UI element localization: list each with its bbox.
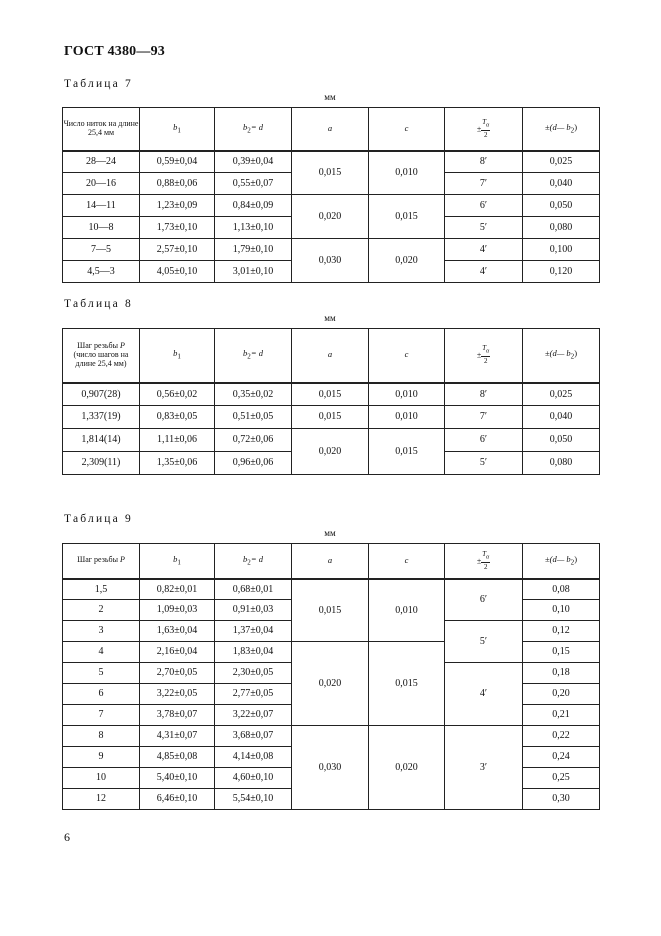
table-9-unit: мм bbox=[324, 528, 336, 538]
t9-h-tolerance: ± $\frac{T_\alpha}{2}$ bbox=[445, 544, 523, 579]
cell: 4,5—3 bbox=[63, 261, 140, 283]
t7-h-deviation: ±(d— $b_2$) bbox=[523, 108, 600, 151]
cell: 1,11±0,06 bbox=[140, 429, 215, 452]
t8-h-tolerance: ± $\frac{T_\alpha}{2}$ bbox=[445, 329, 523, 383]
cell: 1,35±0,06 bbox=[140, 452, 215, 475]
cell: 0,020 bbox=[292, 195, 369, 239]
t8-h-deviation: ±(d— $b_2$) bbox=[523, 329, 600, 383]
cell: 6,46±0,10 bbox=[140, 789, 215, 810]
t7-h-c: c bbox=[369, 108, 445, 151]
cell: 0,010 bbox=[369, 579, 445, 642]
cell: 6′ bbox=[445, 579, 523, 621]
cell: 0,020 bbox=[369, 726, 445, 810]
cell: 4,85±0,08 bbox=[140, 747, 215, 768]
cell: 0,68±0,01 bbox=[215, 579, 292, 600]
cell: 0,015 bbox=[292, 151, 369, 195]
cell: 3,22±0,07 bbox=[215, 705, 292, 726]
t9-h-b1: $b_1$ bbox=[140, 544, 215, 579]
table-row bbox=[63, 151, 600, 173]
cell: 1,79±0,10 bbox=[215, 239, 292, 261]
cell: 0,020 bbox=[292, 429, 369, 475]
cell: 12 bbox=[63, 789, 140, 810]
cell: 10—8 bbox=[63, 217, 140, 239]
cell: 0,080 bbox=[523, 217, 600, 239]
cell: 4,31±0,07 bbox=[140, 726, 215, 747]
cell: 6′ bbox=[445, 429, 523, 452]
cell: 7 bbox=[63, 705, 140, 726]
cell: 2,309(11) bbox=[63, 452, 140, 475]
cell: 9 bbox=[63, 747, 140, 768]
t9-h-c: c bbox=[369, 544, 445, 579]
table-row bbox=[63, 195, 600, 217]
cell: 3 bbox=[63, 621, 140, 642]
cell: 5 bbox=[63, 663, 140, 684]
table-row bbox=[63, 406, 600, 429]
document-header: ГОСТ 4380—93 bbox=[64, 44, 165, 59]
cell: 2,70±0,05 bbox=[140, 663, 215, 684]
cell: 0,015 bbox=[369, 195, 445, 239]
cell: 0,83±0,05 bbox=[140, 406, 215, 429]
table-row bbox=[63, 726, 600, 747]
cell: 0,030 bbox=[292, 239, 369, 283]
cell: 10 bbox=[63, 768, 140, 789]
cell: 6 bbox=[63, 684, 140, 705]
cell: 5,40±0,10 bbox=[140, 768, 215, 789]
cell: 14—11 bbox=[63, 195, 140, 217]
cell: 0,120 bbox=[523, 261, 600, 283]
cell: 0,015 bbox=[292, 383, 369, 406]
table-row bbox=[63, 239, 600, 261]
cell: 3′ bbox=[445, 726, 523, 810]
cell: 4′ bbox=[445, 663, 523, 726]
cell: 0,08 bbox=[523, 579, 600, 600]
cell: 0,025 bbox=[523, 151, 600, 173]
cell: 0,21 bbox=[523, 705, 600, 726]
cell: 0,025 bbox=[523, 383, 600, 406]
cell: 1,23±0,09 bbox=[140, 195, 215, 217]
t9-h-a: a bbox=[292, 544, 369, 579]
cell: 0,100 bbox=[523, 239, 600, 261]
table-row bbox=[63, 579, 600, 600]
t7-h-b2: $b_2= d$ bbox=[215, 108, 292, 151]
cell: 0,010 bbox=[369, 383, 445, 406]
cell: 0,22 bbox=[523, 726, 600, 747]
cell: 1,13±0,10 bbox=[215, 217, 292, 239]
cell: 0,080 bbox=[523, 452, 600, 475]
cell: 2,30±0,05 bbox=[215, 663, 292, 684]
t8-h-pitch: Шаг резьбы P (число шагов на длине 25,4 мм) bbox=[63, 329, 140, 383]
cell: 8′ bbox=[445, 383, 523, 406]
cell: 0,020 bbox=[292, 642, 369, 726]
table-9 bbox=[62, 543, 600, 810]
cell: 0,30 bbox=[523, 789, 600, 810]
cell: 7′ bbox=[445, 173, 523, 195]
cell: 2,77±0,05 bbox=[215, 684, 292, 705]
cell: 0,010 bbox=[369, 406, 445, 429]
cell: 0,020 bbox=[369, 239, 445, 283]
table-7-header-row bbox=[63, 108, 600, 151]
cell: 4′ bbox=[445, 239, 523, 261]
cell: 1,83±0,04 bbox=[215, 642, 292, 663]
cell: 0,050 bbox=[523, 195, 600, 217]
cell: 3,01±0,10 bbox=[215, 261, 292, 283]
cell: 0,91±0,03 bbox=[215, 600, 292, 621]
t7-h-b1: $b_1$ bbox=[140, 108, 215, 151]
cell: 0,24 bbox=[523, 747, 600, 768]
cell: 0,18 bbox=[523, 663, 600, 684]
cell: 0,39±0,04 bbox=[215, 151, 292, 173]
table-9-header-row bbox=[63, 544, 600, 579]
table-7-unit: мм bbox=[324, 92, 336, 102]
cell: 4,14±0,08 bbox=[215, 747, 292, 768]
cell: 0,12 bbox=[523, 621, 600, 642]
cell: 0,040 bbox=[523, 406, 600, 429]
cell: 1,09±0,03 bbox=[140, 600, 215, 621]
cell: 6′ bbox=[445, 195, 523, 217]
cell: 0,015 bbox=[369, 642, 445, 726]
cell: 0,96±0,06 bbox=[215, 452, 292, 475]
cell: 0,88±0,06 bbox=[140, 173, 215, 195]
table-8-header-row bbox=[63, 329, 600, 383]
cell: 5′ bbox=[445, 452, 523, 475]
t9-h-b2: $b_2= d$ bbox=[215, 544, 292, 579]
cell: 0,72±0,06 bbox=[215, 429, 292, 452]
cell: 1,5 bbox=[63, 579, 140, 600]
t7-h-threads: Число ниток на длине 25,4 мм bbox=[63, 108, 140, 151]
cell: 0,015 bbox=[369, 429, 445, 475]
cell: 4,60±0,10 bbox=[215, 768, 292, 789]
cell: 0,25 bbox=[523, 768, 600, 789]
table-row bbox=[63, 383, 600, 406]
page-number: 6 bbox=[64, 830, 70, 844]
cell: 1,73±0,10 bbox=[140, 217, 215, 239]
cell: 1,63±0,04 bbox=[140, 621, 215, 642]
cell: 0,55±0,07 bbox=[215, 173, 292, 195]
t8-h-a: a bbox=[292, 329, 369, 383]
cell: 8′ bbox=[445, 151, 523, 173]
cell: 2,57±0,10 bbox=[140, 239, 215, 261]
cell: 0,84±0,09 bbox=[215, 195, 292, 217]
cell: 4,05±0,10 bbox=[140, 261, 215, 283]
table-9-caption: Таблица 9 bbox=[64, 513, 133, 525]
cell: 0,10 bbox=[523, 600, 600, 621]
t7-h-a: a bbox=[292, 108, 369, 151]
cell: 5,54±0,10 bbox=[215, 789, 292, 810]
table-7 bbox=[62, 107, 600, 283]
cell: 1,814(14) bbox=[63, 429, 140, 452]
cell: 0,040 bbox=[523, 173, 600, 195]
cell: 0,907(28) bbox=[63, 383, 140, 406]
cell: 3,78±0,07 bbox=[140, 705, 215, 726]
cell: 28—24 bbox=[63, 151, 140, 173]
cell: 0,010 bbox=[369, 151, 445, 195]
cell: 0,51±0,05 bbox=[215, 406, 292, 429]
cell: 1,37±0,04 bbox=[215, 621, 292, 642]
t9-h-pitch: Шаг резьбы P bbox=[63, 544, 140, 579]
table-8 bbox=[62, 328, 600, 475]
cell: 0,15 bbox=[523, 642, 600, 663]
cell: 5′ bbox=[445, 621, 523, 663]
t7-h-tolerance: ± $\frac{T_\alpha}{2}$ bbox=[445, 108, 523, 151]
cell: 4′ bbox=[445, 261, 523, 283]
cell: 0,82±0,01 bbox=[140, 579, 215, 600]
cell: 0,015 bbox=[292, 406, 369, 429]
cell: 0,20 bbox=[523, 684, 600, 705]
table-8-caption: Таблица 8 bbox=[64, 298, 133, 310]
cell: 2,16±0,04 bbox=[140, 642, 215, 663]
cell: 7—5 bbox=[63, 239, 140, 261]
t8-h-c: c bbox=[369, 329, 445, 383]
cell: 0,35±0,02 bbox=[215, 383, 292, 406]
cell: 0,050 bbox=[523, 429, 600, 452]
cell: 20—16 bbox=[63, 173, 140, 195]
cell: 0,56±0,02 bbox=[140, 383, 215, 406]
cell: 0,030 bbox=[292, 726, 369, 810]
cell: 1,337(19) bbox=[63, 406, 140, 429]
table-7-caption: Таблица 7 bbox=[64, 78, 133, 90]
cell: 8 bbox=[63, 726, 140, 747]
cell: 4 bbox=[63, 642, 140, 663]
cell: 3,68±0,07 bbox=[215, 726, 292, 747]
cell: 0,015 bbox=[292, 579, 369, 642]
cell: 5′ bbox=[445, 217, 523, 239]
table-8-unit: мм bbox=[324, 313, 336, 323]
cell: 3,22±0,05 bbox=[140, 684, 215, 705]
cell: 2 bbox=[63, 600, 140, 621]
cell: 0,59±0,04 bbox=[140, 151, 215, 173]
t8-h-b2: $b_2= d$ bbox=[215, 329, 292, 383]
cell: 7′ bbox=[445, 406, 523, 429]
t9-h-deviation: ±(d— $b_2$) bbox=[523, 544, 600, 579]
t8-h-b1: $b_1$ bbox=[140, 329, 215, 383]
table-row bbox=[63, 429, 600, 452]
